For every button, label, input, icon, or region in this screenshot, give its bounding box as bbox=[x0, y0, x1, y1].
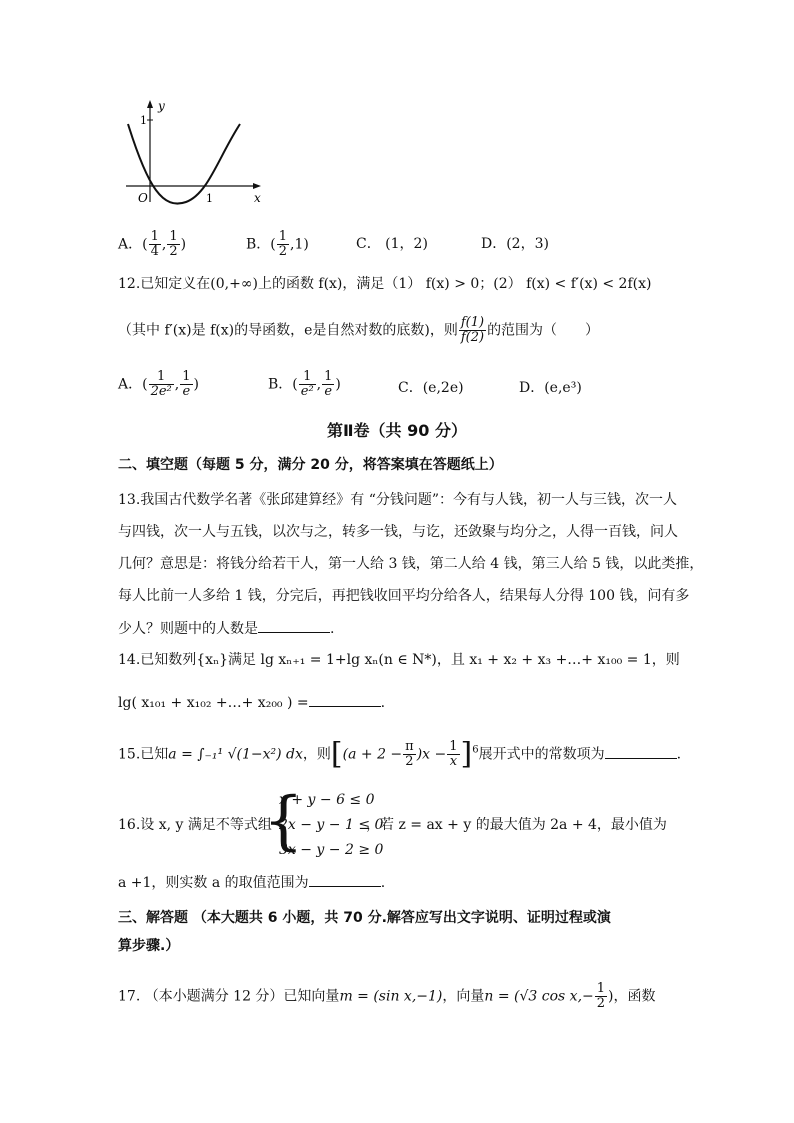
system-brace: { bbox=[263, 784, 304, 858]
q12-line1: 12.已知定义在(0,+∞)上的函数 f(x)，满足（1） f(x) > 0；(2） f(x) < f′(x) < 2f(x) bbox=[118, 276, 652, 292]
q11-option-b: B．( $\frac{1}{2}$ ,1) bbox=[246, 229, 309, 259]
fraction: $\frac{1}{x}$ bbox=[449, 739, 458, 769]
vector-m: m = (sin x,−1) bbox=[339, 988, 443, 1005]
y-tick-label: 1 bbox=[140, 114, 147, 127]
inequality: x + y − 6 ≤ 0 bbox=[279, 792, 375, 808]
q11-option-a: A．( $\frac{1}{4}$ , $\frac{1}{2}$ ) bbox=[118, 229, 187, 259]
q16-pre: 16.设 x, y 满足不等式组 bbox=[118, 817, 272, 833]
answer-blank[interactable] bbox=[309, 872, 381, 887]
option-letter: A． bbox=[118, 236, 143, 253]
section3-heading: 三、解答题 （本大题共 6 小题，共 70 分.解答应写出文字说明、证明过程或演 bbox=[118, 910, 611, 926]
ratio-fraction: $\frac{f(1)}{f(2)}$ bbox=[460, 315, 485, 345]
fraction: $\frac{\pi}{2}$ bbox=[405, 739, 414, 769]
inequality: 2x − y − 1 ≤ 0 bbox=[279, 817, 384, 833]
q16-post: ，若 z = ax + y 的最大值为 2a + 4，最小值为 bbox=[366, 817, 667, 833]
q17-line: 17. （本小题满分 12 分）已知向量m = (sin x,−1)，向量n = (√3 cos x,− $\frac{1}{2}$ )，函数 bbox=[118, 981, 656, 1011]
q14-line1: 14.已知数列{xₙ}满足 lg xₙ₊₁ = 1+lg xₙ(n ∈ N*)，且 x₁ + x₂ + x₃ +…+ x₁₀₀ = 1，则 bbox=[118, 652, 680, 668]
q12-option-d: D．(e,e³) bbox=[519, 380, 582, 396]
q14-line2: lg( x₁₀₁ + x₁₀₂ +…+ x₂₀₀ ) = . bbox=[118, 692, 385, 713]
q13-line: 13.我国古代数学名著《张邱建算经》有 “分钱问题”：今有与人钱，初一人与三钱，次一人 bbox=[118, 492, 678, 508]
fraction: $\frac{1}{e}$ bbox=[182, 369, 191, 399]
fraction: $\frac{1}{2}$ bbox=[169, 229, 178, 259]
q15-line: 15.已知a = ∫₋₁¹ √(1−x²) dx，则[(a + 2 − $\frac{\pi}{2}$ )x − $\frac{1}{x}$ ]$^6$展开式中的常数项为 . bbox=[118, 736, 682, 772]
function-graph bbox=[118, 98, 268, 210]
part2-title: 第Ⅱ卷（共 90 分） bbox=[327, 421, 467, 440]
fraction: $\frac{1}{2}$ bbox=[278, 229, 288, 259]
integral-expression: a = ∫₋₁¹ √(1−x²) dx bbox=[168, 746, 303, 763]
inequality: 3x − y − 2 ≥ 0 bbox=[279, 842, 384, 858]
fraction: $\frac{1}{2}$ bbox=[596, 981, 606, 1011]
q16-line2: a +1，则实数 a 的取值范围为 . bbox=[118, 872, 385, 893]
answer-blank[interactable] bbox=[309, 692, 381, 707]
x-axis-label: x bbox=[254, 191, 261, 205]
q13-line: 与四钱，次一人与五钱，以次与之，转多一钱，与讫，还敛聚与均分之，人得一百钱，问人 bbox=[118, 524, 678, 540]
fraction: $\frac{1}{4}$ bbox=[150, 229, 159, 259]
q12-line2: （其中 f′(x)是 f(x)的导函数，e是自然对数的底数)，则 $\frac{f(1)}{f(2)}$ 的范围为（ ） bbox=[118, 315, 600, 345]
q12-option-b: B．( $\frac{1}{\text{e²}}$ , $\frac{1}{e}$ ) bbox=[268, 369, 341, 399]
q11-option-c: C． (1，2) bbox=[356, 236, 428, 252]
answer-blank[interactable] bbox=[605, 744, 677, 759]
q12-option-c: C．(e,2e) bbox=[398, 380, 464, 396]
q13-last-line: 少人？则题中的人数是 . bbox=[118, 618, 334, 639]
q11-option-d: D．(2，3) bbox=[481, 236, 549, 252]
y-axis-label: y bbox=[158, 99, 165, 113]
x-tick-label: 1 bbox=[206, 192, 213, 205]
answer-blank[interactable] bbox=[258, 618, 330, 633]
q12-option-a: A．( $\frac{1}{\text{2e²}}$ , $\frac{1}{e}$ ) bbox=[118, 369, 199, 399]
x-axis-arrow bbox=[253, 183, 261, 189]
origin-label: O bbox=[138, 191, 148, 205]
section3-heading-cont: 算步骤.） bbox=[118, 938, 180, 954]
fraction: $\frac{1}{\text{2e²}}$ bbox=[150, 369, 172, 399]
q13-line: 每人比前一人多给 1 钱，分完后，再把钱收回平均分给各人，结果每人分得 100 钱，问有多 bbox=[118, 588, 690, 604]
vector-n: n = (√3 cos x,− bbox=[484, 988, 594, 1005]
y-axis-arrow bbox=[147, 100, 153, 108]
fraction: $\frac{1}{\text{e²}}$ bbox=[300, 369, 314, 399]
fraction: $\frac{1}{e}$ bbox=[324, 369, 333, 399]
section2-heading: 二、填空题（每题 5 分，满分 20 分，将答案填在答题纸上） bbox=[118, 457, 503, 473]
q13-line: 几何？意思是：将钱分给若干人，第一人给 3 钱，第二人给 4 钱，第三人给 5 钱，以此类推， bbox=[118, 556, 704, 572]
